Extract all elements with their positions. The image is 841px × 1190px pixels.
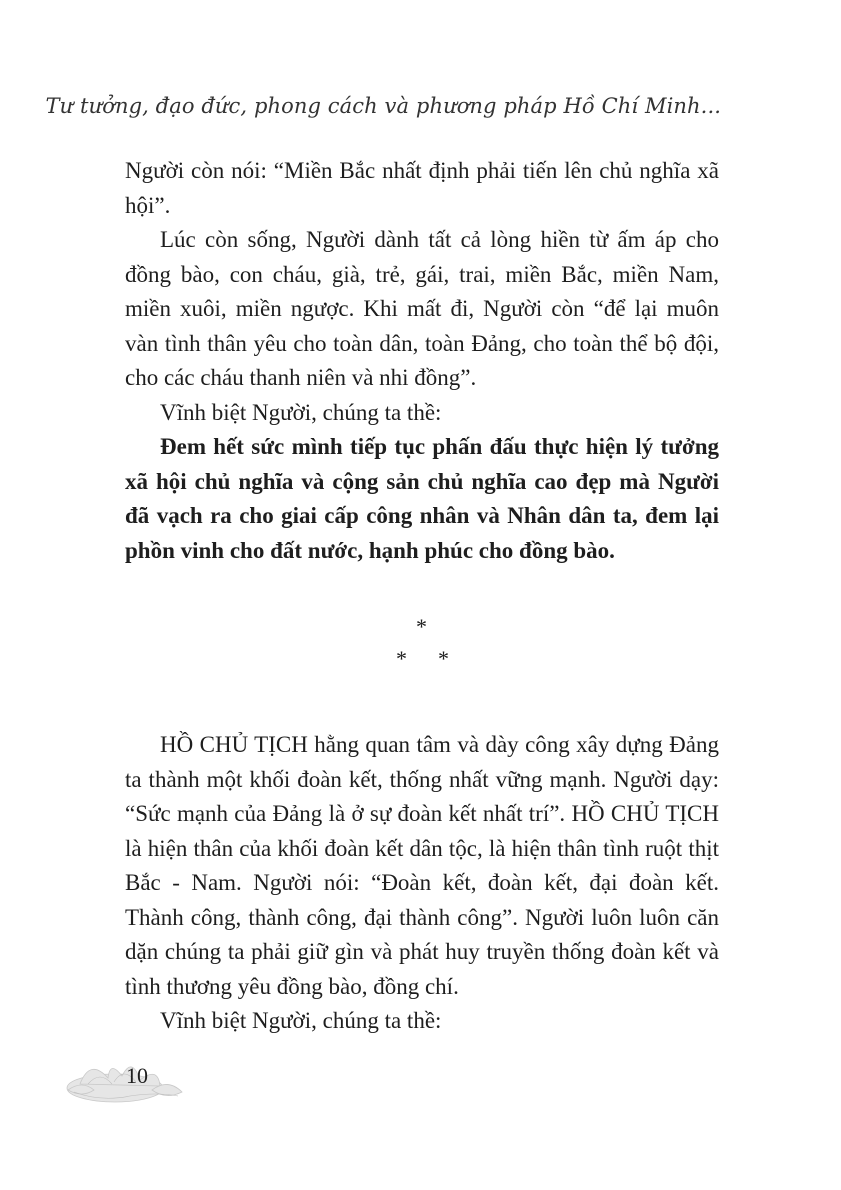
paragraph-oath-intro: Vĩnh biệt Người, chúng ta thề: bbox=[160, 399, 442, 425]
paragraph-oath-bold: Đem hết sức mình tiếp tục phấn đấu thực hiện lý tưởng xã hội chủ nghĩa và cộng sản chủ nghĩa cao đẹp mà Người đã vạch ra cho giai cấp công nhân và Nhân dân ta, đem lại phồn vinh cho đất nước, hạnh phúc cho đồng bào. bbox=[125, 434, 719, 563]
paragraph: HỒ CHỦ TỊCH hằng quan tâm và dày công xây dựng Đảng ta thành một khối đoàn kết, thống nhất vững mạnh. Người dạy: “Sức mạnh của Đảng là ở sự đoàn kết nhất trí”. HỒ CHỦ TỊCH là hiện thân của khối đoàn kết dân tộc, là hiện thân tình ruột thịt Bắc - Nam. Người nói: “Đoàn kết, đoàn kết, đại đoàn kết. Thành công, thành công, đại thành công”. Người luôn luôn căn dặn chúng ta phải giữ gìn và phát huy truyền thống đoàn kết và tình thương yêu đồng bào, đồng chí. bbox=[125, 732, 719, 999]
separator-star: * bbox=[438, 646, 449, 671]
paragraph-oath-intro: Vĩnh biệt Người, chúng ta thề: bbox=[160, 1008, 442, 1033]
section-separator bbox=[125, 616, 719, 686]
running-header: Tư tưởng, đạo đức, phong cách và phương pháp Hồ Chí Minh... bbox=[45, 94, 721, 118]
paragraph-continuation: Người còn nói: “Miền Bắc nhất định phải tiến lên chủ nghĩa xã hội”. bbox=[125, 158, 719, 218]
separator-star: * bbox=[416, 614, 427, 639]
lotus-icon bbox=[60, 1040, 190, 1120]
page-body bbox=[125, 154, 719, 1039]
page-number: 10 bbox=[126, 1063, 148, 1088]
paragraph: Lúc còn sống, Người dành tất cả lòng hiền từ ấm áp cho đồng bào, con cháu, già, trẻ, gái, trai, miền Bắc, miền Nam, miền xuôi, miền ngược. Khi mất đi, Người còn “để lại muôn vàn tình thân yêu cho toàn dân, toàn Đảng, cho toàn thể bộ đội, cho các cháu thanh niên và nhi đồng”. bbox=[125, 227, 719, 390]
separator-star: * bbox=[396, 646, 407, 671]
